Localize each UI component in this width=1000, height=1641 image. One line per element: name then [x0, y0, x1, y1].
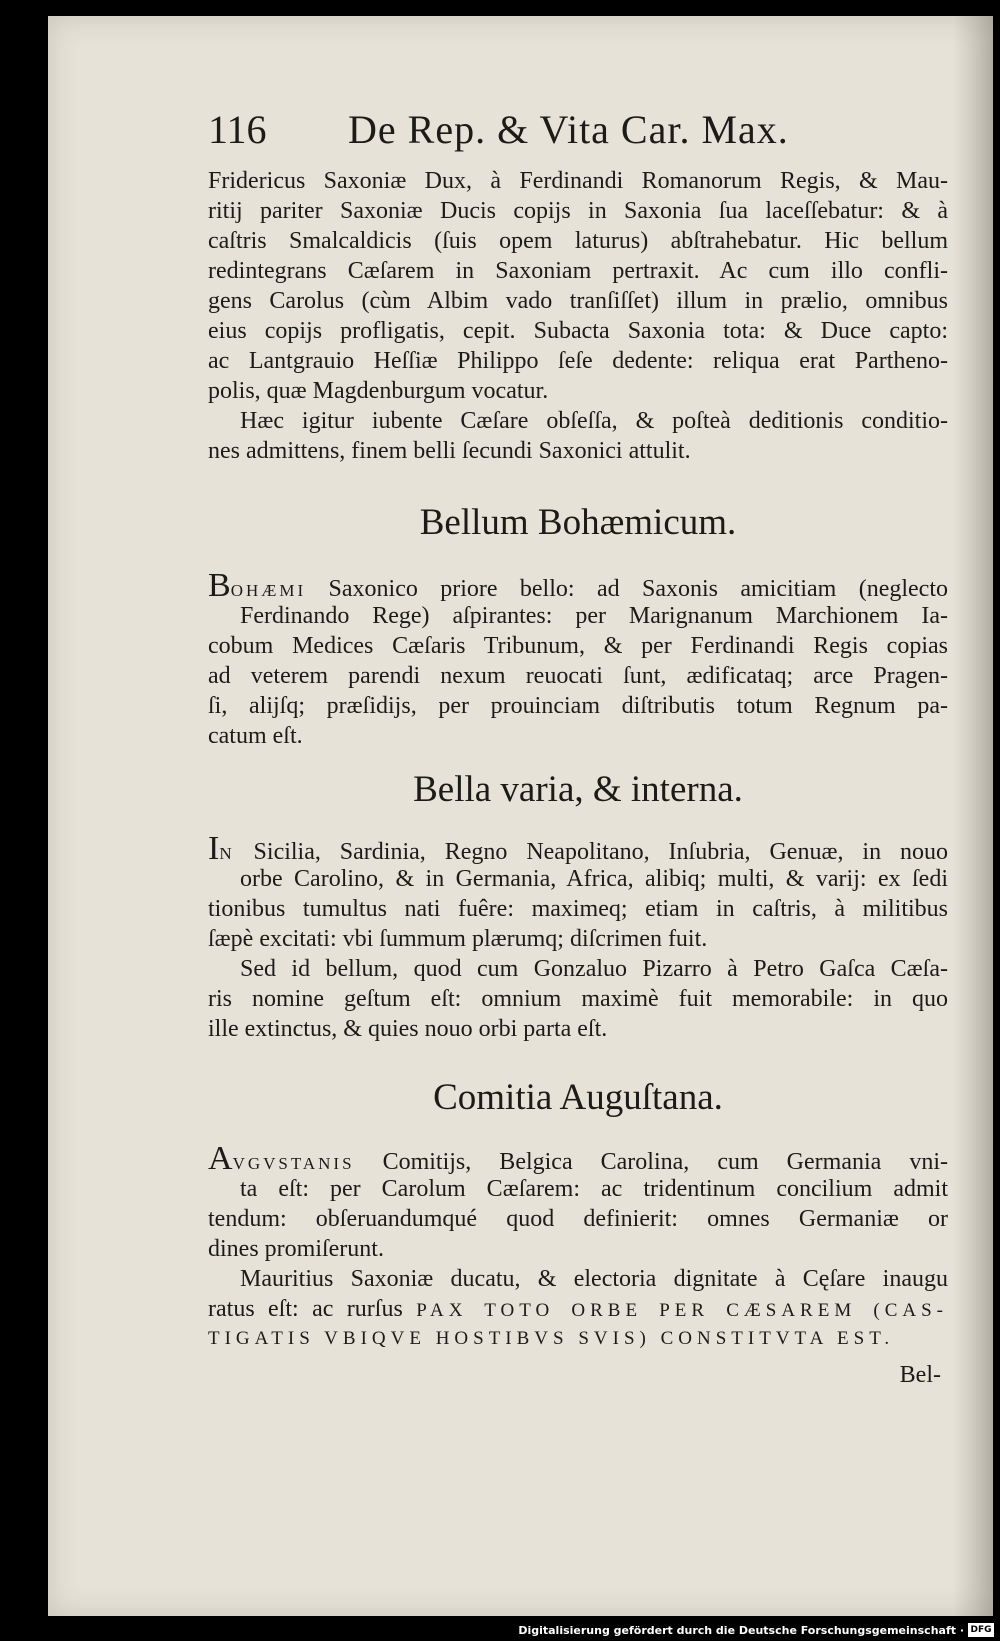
text-segment: ratus eſt: ac rurſus	[208, 1296, 417, 1322]
section-saxon-war	[208, 166, 948, 466]
small-caps-text: PAX TOTO ORBE PER CÆSAREM (CAS-	[416, 1300, 948, 1321]
text-line: Ferdinando Rege) aſpirantes: per Marignanum Marchionem Ia-	[240, 603, 948, 629]
text-line: Mauritius Saxoniæ ducatu, & electoria dignitate à Cęſare inaugu	[240, 1266, 948, 1292]
text-line: catum eſt.	[208, 723, 303, 749]
initial-caps: OHÆMI	[230, 581, 307, 600]
text-line	[208, 1144, 948, 1174]
book-page	[48, 16, 993, 1616]
text-line: ille extinctus, & quies nouo orbi parta eſt.	[208, 1016, 608, 1042]
first-line-text: Comitijs, Belgica Carolina, cum Germania vni-	[354, 1149, 948, 1174]
text-line: polis, quæ Magdenburgum vocatur.	[208, 378, 549, 404]
text-line	[208, 571, 948, 601]
footer-credit: Digitalisierung gefördert durch die Deutsche Forschungsgemeinschaft ·	[518, 1624, 964, 1637]
text-line: Hæc igitur iubente Cæſare obſeſſa, & poſteà deditionis conditio-	[240, 408, 948, 434]
text-line: dines promiſerunt.	[208, 1236, 384, 1262]
section-various-wars	[208, 834, 948, 1044]
page-number: 116	[208, 107, 267, 152]
section-bohemian-war	[208, 571, 948, 751]
text-line: ad veterem parendi nexum reuocati ſunt, ædificataq; arce Pragen-	[208, 663, 948, 689]
section-heading: Bellum Bohæmicum.	[419, 502, 737, 543]
footer-bar	[0, 1617, 1000, 1641]
text-line: ris nomine geſtum eſt: omnium maximè fuit memorabile: in quo	[208, 986, 948, 1012]
section-heading: Bella varia, & interna.	[413, 769, 743, 810]
text-line: Sed id bellum, quod cum Gonzaluo Pizarro à Petro Gaſca Cæſa-	[240, 956, 948, 982]
text-line: redintegrans Cæſarem in Saxoniam pertraxit. Ac cum illo confli-	[208, 258, 948, 284]
text-line: caſtris Smalcaldicis (ſuis opem laturus) abſtrahebatur. Hic bellum	[208, 228, 948, 254]
initial-caps: VGVSTANIS	[232, 1154, 355, 1173]
page-header	[208, 106, 908, 162]
initial-letter: A	[208, 1144, 233, 1174]
dfg-logo: DFG	[968, 1623, 994, 1637]
text-line	[208, 834, 948, 864]
text-line: Fridericus Saxoniæ Dux, à Ferdinandi Romanorum Regis, & Mau-	[208, 168, 948, 194]
text-line: ſæpè excitati: vbi ſummum plærumq; diſcrimen fuit.	[208, 926, 708, 952]
initial-letter: I	[208, 834, 220, 864]
section-heading: Comitia Auguſtana.	[433, 1077, 723, 1118]
catchword: Bel-	[899, 1362, 941, 1388]
text-line: tionibus tumultus nati fuêre: maximeq; etiam in caſtris, à militibus	[208, 896, 948, 922]
text-line: gens Carolus (cùm Albim vado tranſiſſet) illum in prælio, omnibus	[208, 288, 948, 314]
text-line: orbe Carolino, & in Germania, Africa, alibiq; multi, & varij: ex ſedi	[240, 866, 948, 892]
text-line: ac Lantgrauio Heſſiæ Philippo ſeſe dedente: reliqua erat Partheno-	[208, 348, 948, 374]
text-line: eius copijs profligatis, cepit. Subacta Saxonia tota: & Duce capto:	[208, 318, 948, 344]
initial-letter: B	[208, 571, 231, 601]
text-line: ritij pariter Saxoniæ Ducis copijs in Saxonia ſua laceſſebatur: & à	[208, 198, 948, 224]
text-line: tendum: obſeruandumqué quod definierit: omnes Germaniæ or	[208, 1206, 948, 1232]
text-line: cobum Medices Cæſaris Tribunum, & per Ferdinandi Regis copias	[208, 633, 948, 659]
text-line	[208, 1294, 948, 1324]
text-line: ta eſt: per Carolum Cæſarem: ac tridentinum concilium admit	[240, 1176, 948, 1202]
text-line: nes admittens, finem belli ſecundi Saxonici attulit.	[208, 438, 691, 464]
page-edge-shadow	[953, 16, 993, 1616]
section-augsburg-diet	[208, 1144, 948, 1354]
first-line-text: Sicilia, Sardinia, Regno Neapolitano, Inſubria, Genuæ, in nouo	[234, 839, 948, 864]
running-title: De Rep. & Vita Car. Max.	[348, 107, 789, 152]
text-line: ſi, alijſq; præſidijs, per prouinciam diſtributis totum Regnum pa-	[208, 693, 948, 719]
initial-caps: N	[219, 844, 235, 863]
first-line-text: Saxonico priore bello: ad Saxonis amicitiam (neglecto	[306, 576, 948, 601]
small-caps-line: TIGATIS VBIQVE HOSTIBVS SVIS) CONSTITVTA EST.	[208, 1328, 895, 1349]
